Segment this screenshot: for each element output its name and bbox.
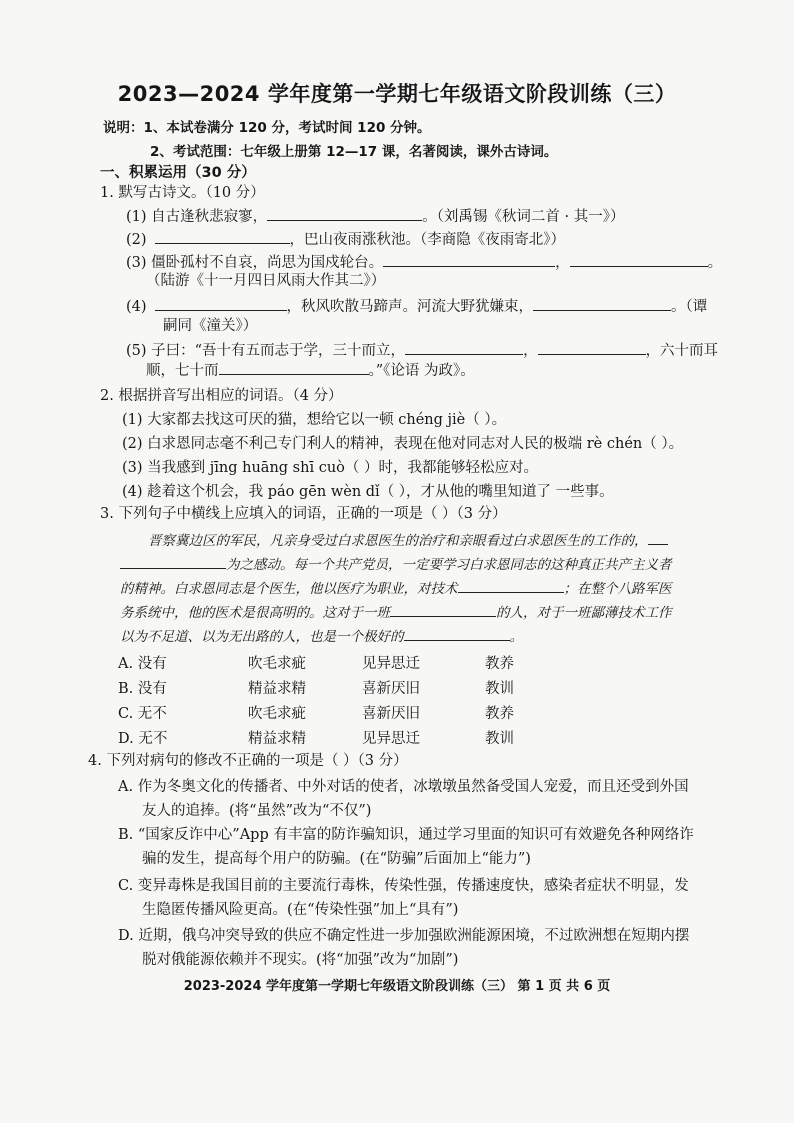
option-word-3: 教养 (485, 706, 514, 722)
q2-item-4: (4) 趁着这个机会，我 páo gēn wèn dǐ（ ），才从他的嘴里知道了 一些事。 (122, 484, 614, 500)
q1-item-3-comma: ， (555, 255, 570, 271)
q1-item-4-source: 。（谭 (671, 299, 708, 315)
q4-option-d-line-1[interactable]: D. 近期，俄乌冲突导致的供应不确定性进一步加强欧洲能源困境，不过欧洲想在短期内摆 (118, 928, 690, 944)
q1-item-5-text2: 顺，七十而 (146, 363, 219, 379)
q1-item-5-text: (5) 子曰：“吾十有五而志于学，三十而立， (126, 343, 406, 359)
q3-passage-text-5b: 。 (509, 629, 523, 645)
option-word-3: 教训 (485, 731, 514, 747)
blank[interactable] (648, 530, 668, 545)
q1-item-5-source: 。”《论语 为政》。 (368, 363, 475, 379)
option-word-1: 吹毛求疵 (248, 656, 306, 672)
blank[interactable] (538, 340, 646, 355)
blank[interactable] (155, 229, 290, 244)
q4-option-c-line-2: 生隐匿传播风险更高。(在“传染性强”加上“具有”) (142, 902, 459, 918)
option-word-3: 教养 (485, 656, 514, 672)
q3-passage-text-3: 的精神。白求恩同志是个医生，他以医疗为职业，对技术 (120, 581, 458, 597)
q3-heading: 3. 下列句子中横线上应填入的词语，正确的一项是（ ）（3 分） (100, 506, 507, 522)
q4-option-c-line-1[interactable]: C. 变异毒株是我国目前的主要流行毒株，传染性强，传播速度快，感染者症状不明显，发 (118, 878, 689, 894)
q1-item-4 (126, 296, 707, 317)
q1-item-2-text: ，巴山夜雨涨秋池。（李商隐《夜雨寄北》） (289, 232, 566, 248)
q4-option-b-line-1[interactable]: B. “国家反诈中心”App 有丰富的防诈骗知识，通过学习里面的知识可有效避免各种网络诈 (118, 827, 694, 843)
blank[interactable] (219, 360, 369, 375)
q3-passage-text-3b: ；在整个八路军医 (563, 581, 672, 597)
q2-item-1: (1) 大家都去找这可厌的猫，想给它以一顿 chéng jiè（ ）。 (122, 412, 507, 428)
q1-item-5-comma: ， (523, 343, 538, 359)
q1-item-2-num: (2) (126, 232, 147, 248)
q1-heading: 1. 默写古诗文。（10 分） (100, 185, 265, 201)
q4-option-a-line-1[interactable]: A. 作为冬奥文化的传播者、中外对话的使者，冰墩墩虽然备受国人宠爱，而且还受到外国 (118, 779, 689, 795)
q3-passage-text-2: 为之感动。每一个共产党员，一定要学习白求恩同志的这种真正共产主义者 (226, 557, 672, 573)
q1-item-5-line2 (146, 360, 475, 381)
q2-heading: 2. 根据拼音写出相应的词语。（4 分） (100, 388, 343, 404)
q1-item-4-text: ，秋风吹散马蹄声。河流大野犹嫌束， (286, 299, 534, 315)
q1-item-3 (126, 252, 722, 273)
blank[interactable] (570, 252, 708, 267)
q3-passage-line-1 (148, 530, 668, 551)
blank[interactable] (533, 296, 671, 311)
option-word-2: 喜新厌旧 (362, 706, 420, 722)
option-word-2: 见异思迁 (362, 731, 420, 747)
option-word-1: 精益求精 (248, 731, 306, 747)
option-word-3: 教训 (485, 681, 514, 697)
note-2: 2、考试范围：七年级上册第 12—17 课，名著阅读，课外古诗词。 (150, 144, 558, 160)
q1-item-5 (126, 340, 718, 361)
q1-item-2 (126, 229, 565, 250)
option-label: A. 没有 (118, 656, 167, 672)
blank[interactable] (404, 626, 510, 641)
q4-option-b-line-2: 骗的发生，提高每个用户的防骗。(在“防骗”后面加上“能力”) (142, 851, 531, 867)
q1-item-1-source: 。（刘禹锡《秋词二首 · 其一》） (422, 209, 625, 225)
option-label: D. 无不 (118, 731, 168, 747)
q2-item-2: (2) 白求恩同志毫不利己专门利人的精神，表现在他对同志对人民的极端 rè chén（ ）。 (122, 436, 684, 452)
blank[interactable] (390, 602, 496, 617)
q3-passage-line-4 (120, 602, 672, 623)
q1-item-4-num: (4) (126, 299, 147, 315)
q3-passage-text-1: 晋察冀边区的军民，凡亲身受过白求恩医生的治疗和亲眼看过白求恩医生的工作的， (148, 533, 648, 549)
blank[interactable] (458, 578, 564, 593)
page-title: 2023—2024 学年度第一学期七年级语文阶段训练（三） (117, 82, 677, 106)
option-word-1: 精益求精 (248, 681, 306, 697)
q1-item-3-text: (3) 僵卧孤村不自哀，尚思为国戍轮台。 (126, 255, 384, 271)
q1-item-5-cont: ，六十而耳 (645, 343, 719, 359)
q4-option-a-line-2: 友人的追捧。(将“虽然”改为“不仅”) (142, 803, 372, 819)
q2-item-3: (3) 当我感到 jīng huāng shī cuò（ ）时，我都能够轻松应对。 (122, 460, 538, 476)
q3-passage-line-3 (120, 578, 672, 599)
page-footer: 2023-2024 学年度第一学期七年级语文阶段训练（三） 第 1 页 共 6 页 (183, 979, 611, 994)
blank[interactable] (155, 296, 287, 311)
option-word-1: 吹毛求疵 (248, 706, 306, 722)
q3-passage-text-5: 以为不足道、以为无出路的人，也是一个极好的 (120, 629, 404, 645)
q3-passage-text-4b: 的人，对于一班鄙薄技术工作 (496, 605, 672, 621)
q3-passage-text-4: 务系统中，他的医术是很高明的。这对于一班 (120, 605, 390, 621)
option-word-2: 见异思迁 (362, 656, 420, 672)
section-heading: 一、积累运用（30 分） (100, 165, 256, 181)
q3-passage-line-5 (120, 626, 523, 647)
q1-item-4-source-cont: 嗣同《潼关》） (163, 318, 258, 334)
blank[interactable] (120, 554, 226, 569)
note-1: 说明：1、本试卷满分 120 分，考试时间 120 分钟。 (103, 120, 431, 136)
option-label: C. 无不 (118, 706, 167, 722)
q1-item-3-end: 。 (707, 255, 723, 271)
q4-option-d-line-2: 脱对俄能源依赖并不现实。(将“加强”改为“加剧”) (142, 952, 459, 968)
q3-passage-line-2 (120, 554, 672, 575)
blank[interactable] (405, 340, 523, 355)
q1-item-1 (126, 206, 624, 227)
option-word-2: 喜新厌旧 (362, 681, 420, 697)
q4-heading: 4. 下列对病句的修改不正确的一项是（ ）（3 分） (88, 753, 408, 769)
option-label: B. 没有 (118, 681, 167, 697)
q1-item-1-text: (1) 自古逢秋悲寂寥， (126, 209, 268, 225)
blank[interactable] (383, 252, 555, 267)
blank[interactable] (267, 206, 422, 221)
q1-item-3-source: （陆游《十一月四日风雨大作其二》） (146, 273, 386, 289)
